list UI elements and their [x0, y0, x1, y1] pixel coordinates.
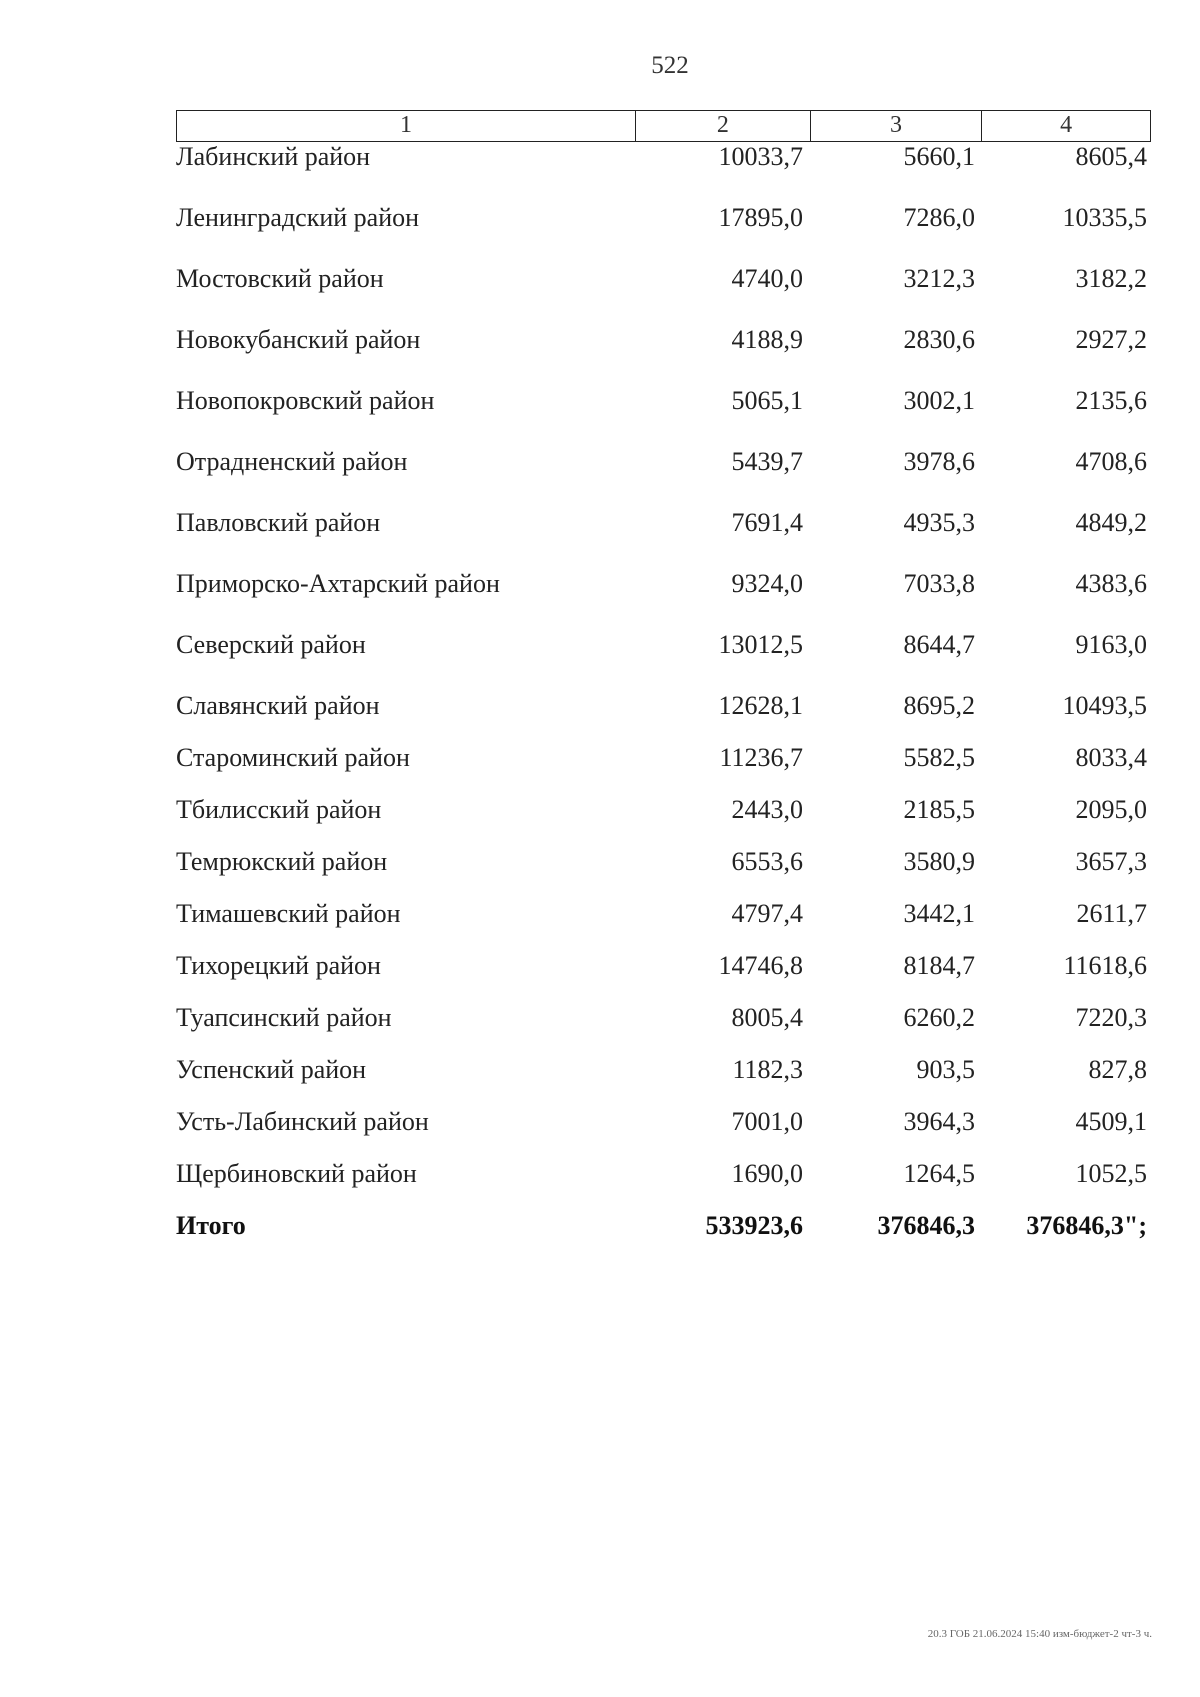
row-col4-cell: 2095,0 [1075, 795, 1147, 824]
row-name-cell: Мостовский район [176, 264, 384, 293]
row-col4-cell: 827,8 [1088, 1055, 1147, 1084]
header-col-4: 4 [1060, 112, 1073, 138]
row-col3-cell: 903,5 [916, 1055, 975, 1084]
row-col4-cell: 7220,3 [1075, 1003, 1147, 1032]
footer-note: 20.3 ГОБ 21.06.2024 15:40 изм-бюджет-2 чт-3 ч. [927, 1628, 1152, 1640]
row-col4-cell: 2135,6 [1075, 386, 1147, 415]
row-name-cell: Отрадненский район [176, 447, 408, 476]
row-col4-cell: 3182,2 [1075, 264, 1147, 293]
row-col3-cell: 8695,2 [903, 691, 975, 720]
row-col4-cell: 4708,6 [1075, 447, 1147, 476]
row-col4-cell: 11618,6 [1063, 951, 1147, 980]
table-row [176, 1159, 1156, 1189]
row-name-cell: Тихорецкий район [176, 951, 381, 980]
row-col2-cell: 4740,0 [731, 264, 803, 293]
row-name-cell: Северский район [176, 630, 366, 659]
row-col3-cell: 4935,3 [903, 508, 975, 537]
row-col3-cell: 5582,5 [903, 743, 975, 772]
row-name-cell: Усть-Лабинский район [176, 1107, 429, 1136]
row-col2-cell: 6553,6 [731, 847, 803, 876]
row-col2-cell: 5439,7 [731, 447, 803, 476]
row-col4-cell: 8033,4 [1075, 743, 1147, 772]
row-col3-cell: 3002,1 [903, 386, 975, 415]
row-col4-cell: 4849,2 [1075, 508, 1147, 537]
row-name-cell: Тимашевский район [176, 899, 401, 928]
row-col2-cell: 14746,8 [718, 951, 803, 980]
table-row [176, 795, 1156, 825]
page-number: 522 [651, 52, 689, 79]
header-col-1: 1 [177, 111, 636, 141]
row-col3-cell: 1264,5 [903, 1159, 975, 1188]
table-row [176, 847, 1156, 877]
table-header [176, 110, 1151, 142]
row-name-cell: Успенский район [176, 1055, 367, 1084]
row-name-cell: Тбилисский район [176, 795, 382, 824]
table-row [176, 743, 1156, 773]
row-col4-cell: 9163,0 [1075, 630, 1147, 659]
row-name-cell: Щербиновский район [176, 1159, 417, 1188]
header-col-2: 2 [636, 111, 811, 141]
table-row [176, 325, 1156, 355]
table-row [176, 264, 1156, 294]
row-col4-cell: 4383,6 [1075, 569, 1147, 598]
table-row [176, 1003, 1156, 1033]
table-row [176, 569, 1156, 599]
row-col2-cell: 11236,7 [719, 743, 803, 772]
table-row [176, 386, 1156, 416]
row-col3-cell: 5660,1 [903, 142, 975, 171]
row-col4-cell: 10335,5 [1062, 203, 1147, 232]
row-col4-cell: 2611,7 [1076, 899, 1147, 928]
table-row [176, 142, 1156, 172]
row-col3-cell: 8644,7 [903, 630, 975, 659]
row-col3-cell: 7286,0 [903, 203, 975, 232]
row-name-cell: Павловский район [176, 508, 381, 537]
row-col4-cell: 8605,4 [1075, 142, 1147, 171]
row-col2-cell: 17895,0 [718, 203, 803, 232]
row-col4-cell: 10493,5 [1062, 691, 1147, 720]
row-col2-cell: 9324,0 [731, 569, 803, 598]
row-col3-cell: 3442,1 [903, 899, 975, 928]
table-row [176, 630, 1156, 660]
row-col3-cell: 6260,2 [903, 1003, 975, 1032]
row-name-cell: Староминский район [176, 743, 410, 772]
row-col4-cell: 376846,3"; [1026, 1211, 1147, 1240]
table-row [176, 899, 1156, 929]
table-row [176, 1107, 1156, 1137]
row-col4-cell: 3657,3 [1075, 847, 1147, 876]
table-row [176, 1055, 1156, 1085]
row-col2-cell: 4188,9 [731, 325, 803, 354]
row-col3-cell: 376846,3 [877, 1211, 975, 1240]
table-row [176, 508, 1156, 538]
row-col4-cell: 1052,5 [1075, 1159, 1147, 1188]
table-body [176, 142, 1156, 1241]
row-col2-cell: 7001,0 [731, 1107, 803, 1136]
row-col4-cell: 2927,2 [1075, 325, 1147, 354]
row-col2-cell: 4797,4 [731, 899, 803, 928]
row-col3-cell: 2830,6 [903, 325, 975, 354]
row-name-cell: Славянский район [176, 691, 380, 720]
row-name-cell: Лабинский район [176, 142, 371, 171]
row-col3-cell: 8184,7 [903, 951, 975, 980]
row-name-cell: Туапсинский район [176, 1003, 392, 1032]
row-name-cell: Новокубанский район [176, 325, 421, 354]
row-col3-cell: 3580,9 [903, 847, 975, 876]
header-col-3: 3 [811, 111, 983, 141]
row-col2-cell: 2443,0 [731, 795, 803, 824]
row-col3-cell: 3978,6 [903, 447, 975, 476]
row-col2-cell: 12628,1 [718, 691, 803, 720]
row-col2-cell: 5065,1 [731, 386, 803, 415]
row-name-cell: Ленинградский район [176, 203, 420, 232]
row-col3-cell: 7033,8 [903, 569, 975, 598]
table-row [176, 951, 1156, 981]
row-col3-cell: 2185,5 [903, 795, 975, 824]
row-col2-cell: 8005,4 [731, 1003, 803, 1032]
row-col3-cell: 3964,3 [903, 1107, 975, 1136]
row-col2-cell: 533923,6 [705, 1211, 803, 1240]
row-col2-cell: 1690,0 [731, 1159, 803, 1188]
row-name-cell: Приморско-Ахтарский район [176, 569, 500, 598]
row-col4-cell: 4509,1 [1075, 1107, 1147, 1136]
table-row [176, 447, 1156, 477]
row-col2-cell: 10033,7 [718, 142, 803, 171]
row-name-cell: Новопокровский район [176, 386, 435, 415]
row-name-cell: Темрюкский район [176, 847, 388, 876]
table-total-row [176, 1211, 1156, 1241]
row-name-cell: Итого [176, 1211, 246, 1240]
row-col2-cell: 7691,4 [731, 508, 803, 537]
table-row [176, 691, 1156, 721]
row-col2-cell: 13012,5 [718, 630, 803, 659]
row-col3-cell: 3212,3 [903, 264, 975, 293]
row-col2-cell: 1182,3 [732, 1055, 803, 1084]
table-row [176, 203, 1156, 233]
